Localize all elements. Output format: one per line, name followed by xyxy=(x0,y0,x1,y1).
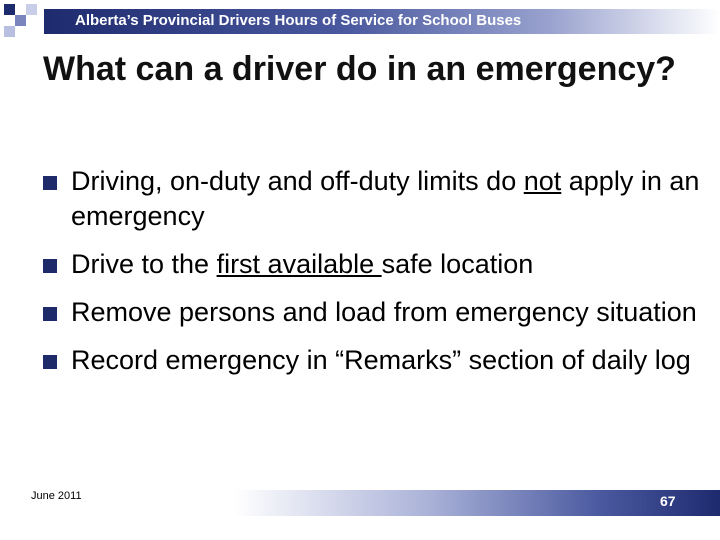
bullet-text: Driving, on-duty and off-duty limits do xyxy=(71,166,524,196)
bullet-text: safe location xyxy=(381,249,534,279)
bullet-item xyxy=(43,295,703,330)
footer-bar xyxy=(234,490,720,516)
bullet-square-icon xyxy=(43,355,57,369)
bullet-item xyxy=(43,247,703,282)
bullet-square-icon xyxy=(43,259,57,273)
bullet-item xyxy=(43,164,703,234)
bullet-list xyxy=(43,164,703,391)
page-number: 67 xyxy=(660,493,676,509)
bullet-item xyxy=(43,343,703,378)
bullet-text: Remove persons and load from emergency situation xyxy=(71,297,697,327)
footer-date: June 2011 xyxy=(31,490,82,502)
header-title: Alberta’s Provincial Drivers Hours of Service for School Buses xyxy=(75,12,522,29)
bullet-underlined-text: not xyxy=(523,166,562,196)
bullet-text: Record emergency in “Remarks” section of daily log xyxy=(71,345,691,375)
bullet-text: apply in an emergency xyxy=(71,166,700,231)
slide-title: What can a driver do in an emergency? xyxy=(43,50,676,88)
bullet-square-icon xyxy=(43,307,57,321)
bullet-underlined-text: first available xyxy=(216,249,382,279)
bullet-square-icon xyxy=(43,176,57,190)
bullet-text: Drive to the xyxy=(71,249,217,279)
